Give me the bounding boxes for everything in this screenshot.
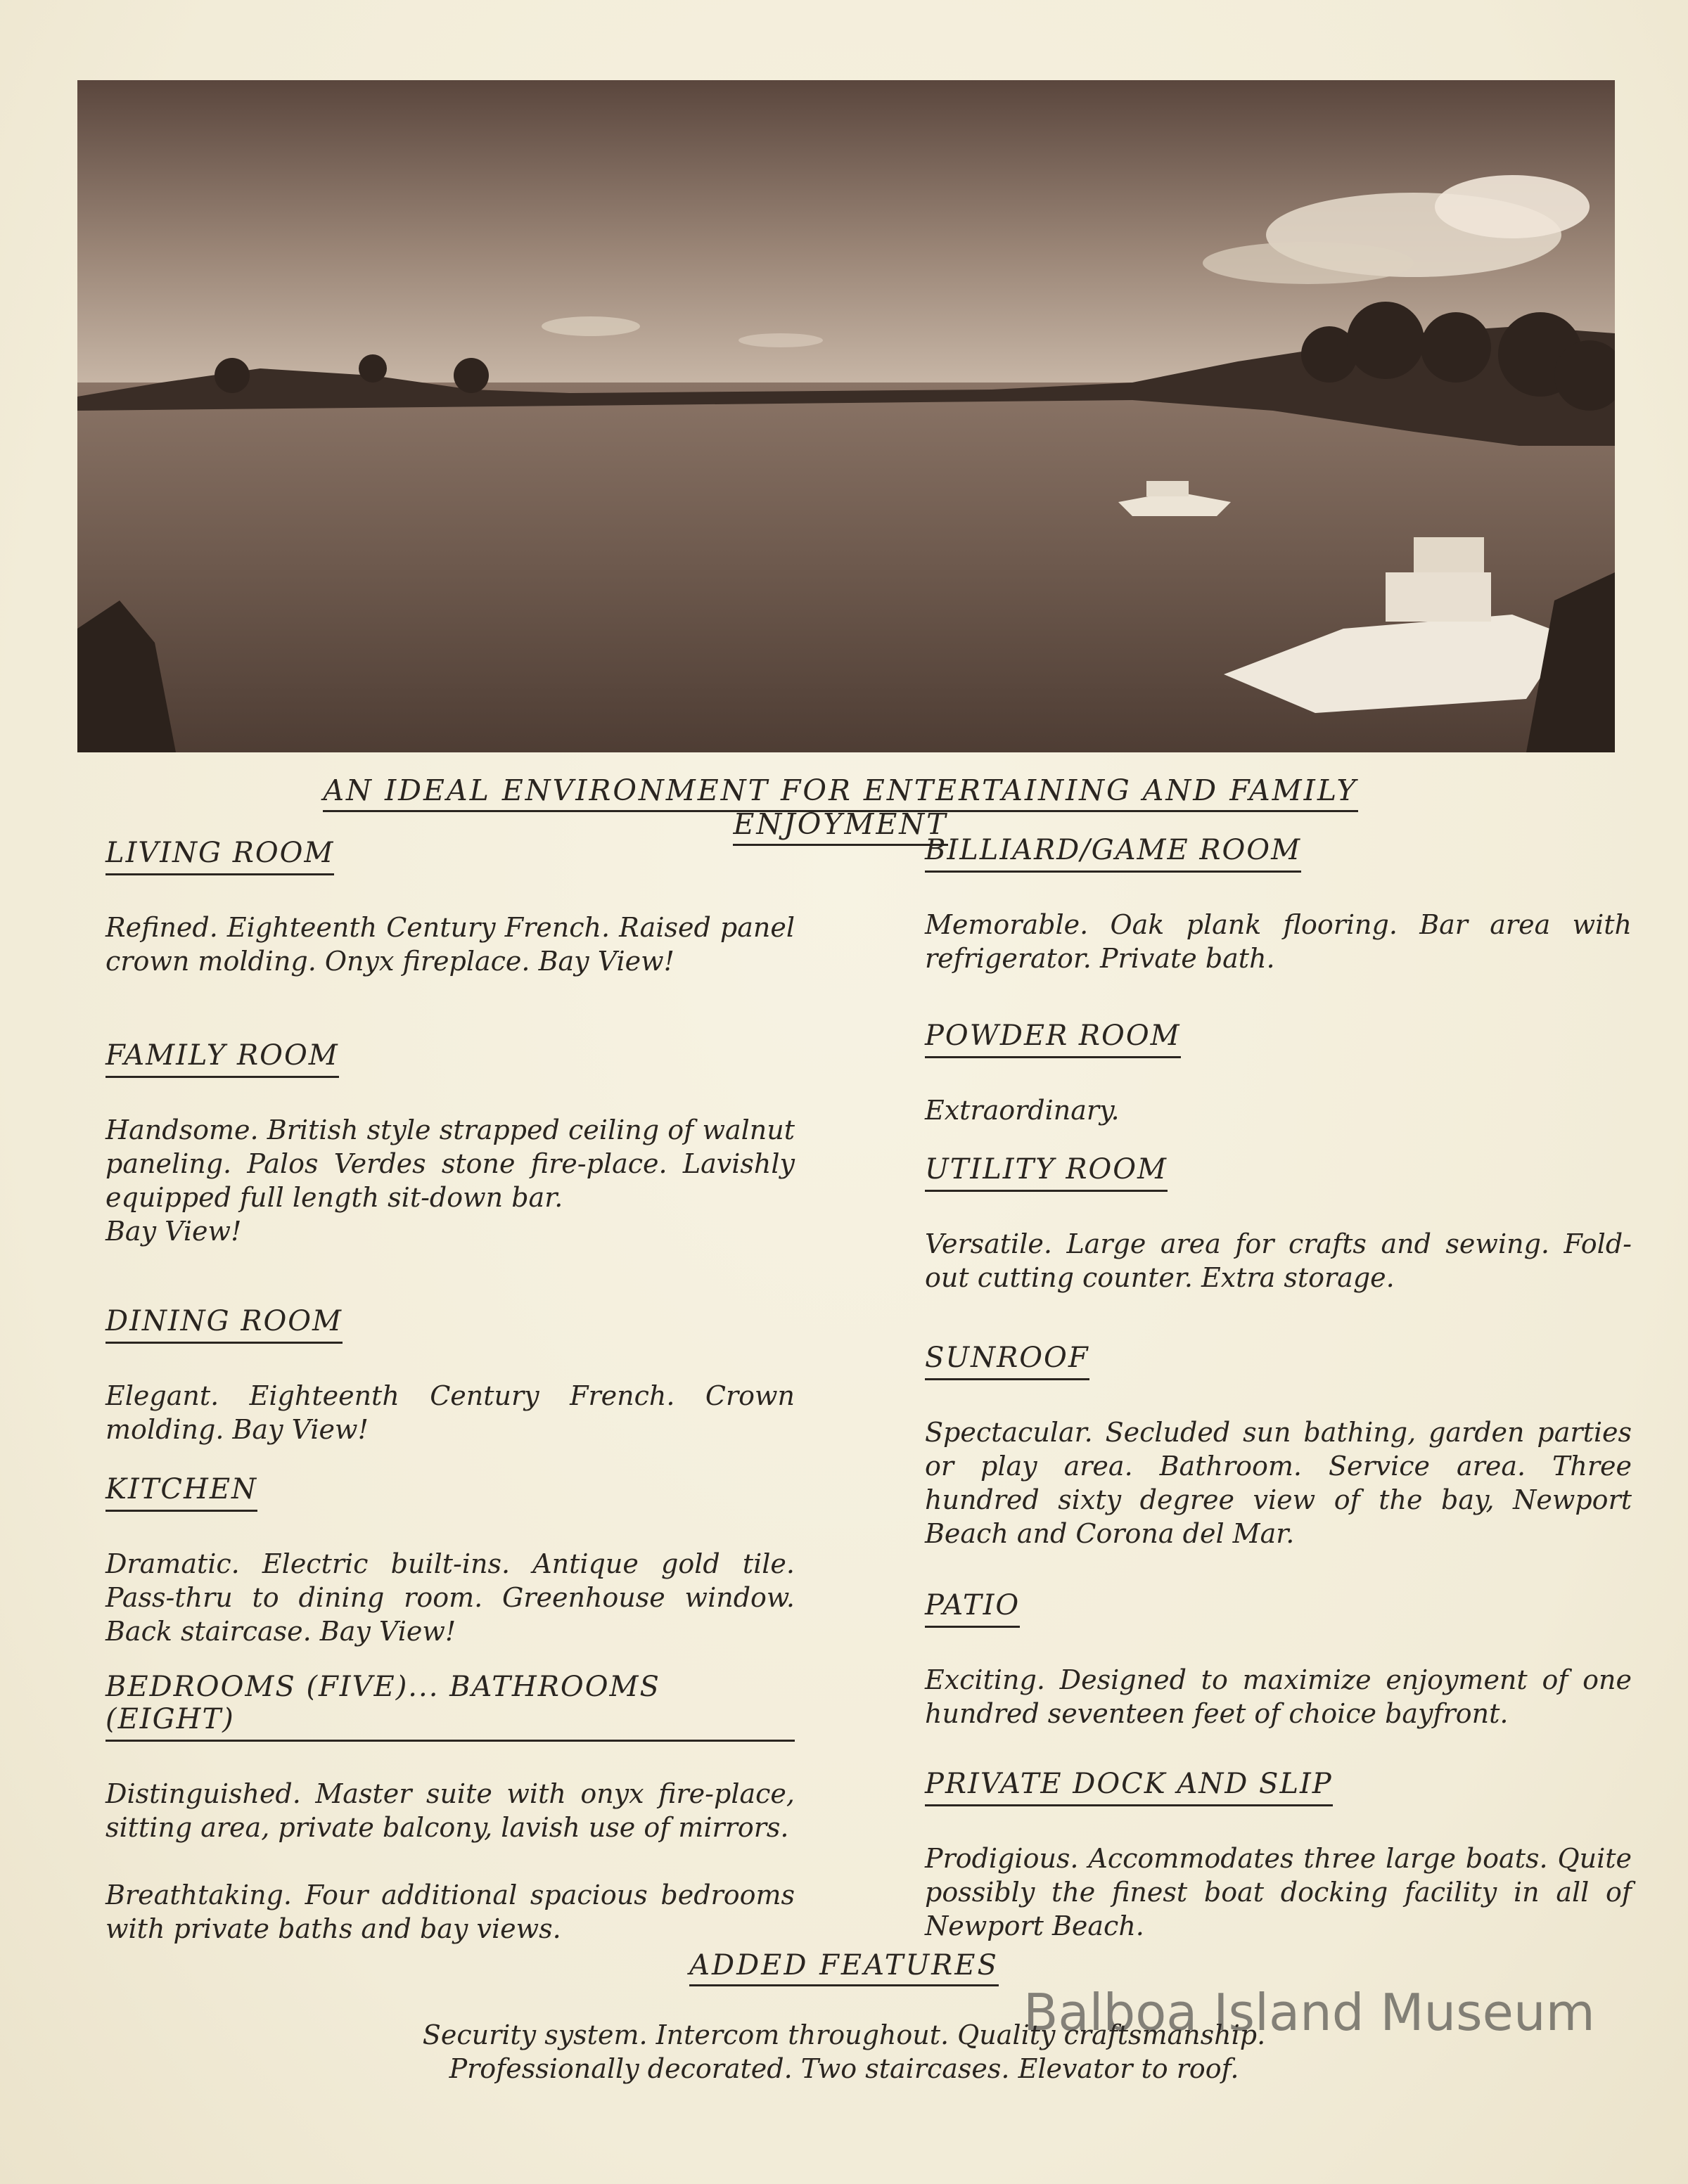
section-patio <box>925 1589 1632 1730</box>
section-living-room <box>106 837 795 978</box>
section-private-dock-slip <box>925 1768 1632 1943</box>
added-features-title-text: ADDED FEATURES <box>689 1949 999 1986</box>
section-powder-room <box>925 1020 1632 1127</box>
section-bedrooms-bathrooms <box>106 1671 795 1946</box>
section-body: Spectacular. Secluded sun bathing, garden parties or play area. Bathroom. Service area. Three hundred sixty degree view of the bay, Newport Beach and Corona del Mar. <box>925 1417 1632 1549</box>
section-title: BILLIARD/GAME ROOM <box>925 834 1301 873</box>
section-title: KITCHEN <box>106 1473 257 1512</box>
added-features-title <box>0 1949 1688 1981</box>
added-features-body: Security system. Intercom throughout. Quality craftsmanship. Professionally decorated. Two staircases. Elevator to roof. <box>422 2019 1266 2084</box>
page-headline-text: AN IDEAL ENVIRONMENT FOR ENTERTAINING AND FAMILY ENJOYMENT <box>323 773 1357 846</box>
section-title: LIVING ROOM <box>106 837 334 875</box>
section-body: Exciting. Designed to maximize enjoyment of one hundred seventeen feet of choice bayfront. <box>925 1664 1632 1729</box>
section-billiard-game-room <box>925 834 1632 975</box>
section-body: Dramatic. Electric built-ins. Antique gold tile. Pass-thru to dining room. Greenhouse window. Back staircase. Bay View! <box>106 1548 795 1647</box>
section-utility-room <box>925 1153 1632 1295</box>
section-body: Prodigious. Accommodates three large boats. Quite possibly the finest boat docking facility in all of Newport Beach. <box>925 1843 1632 1941</box>
section-title: UTILITY ROOM <box>925 1153 1168 1192</box>
bay-photograph <box>77 80 1615 752</box>
section-sunroof <box>925 1342 1632 1550</box>
section-title: DINING ROOM <box>106 1305 343 1344</box>
section-kitchen <box>106 1473 795 1648</box>
section-body: Extraordinary. <box>925 1095 1120 1126</box>
section-title: PATIO <box>925 1589 1020 1628</box>
section-body: Refined. Eighteenth Century French. Raised panel crown molding. Onyx fireplace. Bay View! <box>106 912 795 977</box>
page-headline <box>250 773 1431 841</box>
section-title: POWDER ROOM <box>925 1020 1181 1058</box>
section-body: Versatile. Large area for crafts and sewing. Fold-out cutting counter. Extra storage. <box>925 1228 1632 1293</box>
museum-watermark: Balboa Island Museum <box>1023 1983 1595 2042</box>
section-body-additional: Breathtaking. Four additional spacious bedrooms with private baths and bay views. <box>106 1880 795 1944</box>
section-dining-room <box>106 1305 795 1446</box>
section-title: BEDROOMS (FIVE)... BATHROOMS (EIGHT) <box>106 1671 795 1742</box>
bay-photo-illustration <box>77 80 1615 752</box>
section-family-room <box>106 1039 795 1248</box>
section-body: Distinguished. Master suite with onyx fire-place, sitting area, private balcony, lavish use of mirrors. <box>106 1778 795 1843</box>
section-body: Memorable. Oak plank flooring. Bar area with refrigerator. Private bath. <box>925 909 1632 974</box>
section-title: PRIVATE DOCK AND SLIP <box>925 1768 1333 1806</box>
section-body: Elegant. Eighteenth Century French. Crown molding. Bay View! <box>106 1380 795 1445</box>
section-title: SUNROOF <box>925 1342 1089 1380</box>
section-body: Handsome. British style strapped ceiling of walnut paneling. Palos Verdes stone fire-place. Lavishly equipped full length sit-down bar. Bay View! <box>106 1115 795 1247</box>
section-title: FAMILY ROOM <box>106 1039 339 1078</box>
